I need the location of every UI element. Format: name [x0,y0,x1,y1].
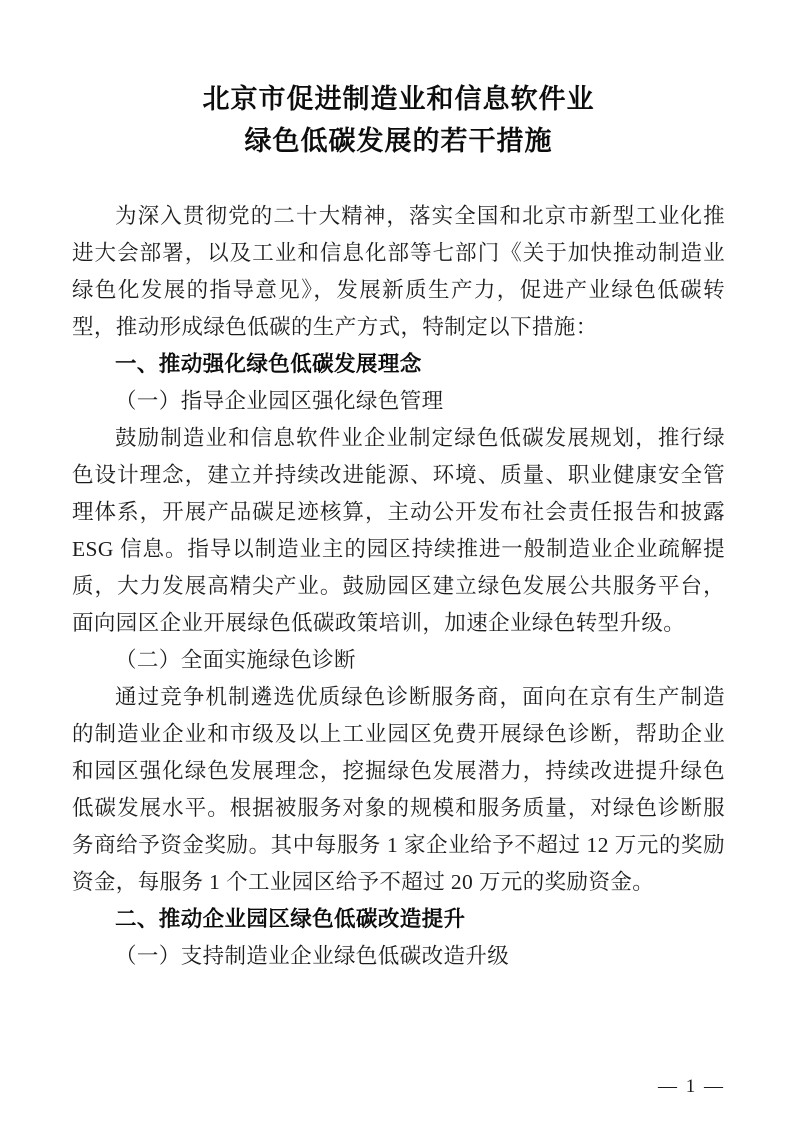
paragraph-intro: 为深入贯彻党的二十大精神，落实全国和北京市新型工业化推进大会部署，以及工业和信息化部等七部门《关于加快推动制造业绿色化发展的指导意见》，发展新质生产力，促进产业绿色低碳转型，推动形成绿色低碳的生产方式，特制定以下措施： [72,204,725,339]
paragraph-1-2: 通过竞争机制遴选优质绿色诊断服务商，面向在京有生产制造的制造业企业和市级及以上工业园区免费开展绿色诊断，帮助企业和园区强化绿色发展理念，挖掘绿色发展潜力，持续改进提升绿色低碳发展水平。根据被服务对象的规模和服务质量，对绿色诊断服务商给予资金奖励。其中每服务 1 家企业给予不超过 12 万元的奖励资金，每服务 1 个工业园区给予不超过 20 万元的奖励资金。 [72,685,725,894]
section-heading-1: 一、推动强化绿色低碳发展理念 [115,352,422,376]
page-title [72,78,725,162]
page-title-line-2: 绿色低碳发展的若干措施 [244,126,553,156]
paragraph-1-1: 鼓励制造业和信息软件业企业制定绿色低碳发展规划，推行绿色设计理念，建立并持续改进能源、环境、质量、职业健康安全管理体系，开展产品碳足迹核算，主动公开发布社会责任报告和披露 ESG 信息。指导以制造业主的园区持续推进一般制造业企业疏解提质，大力发展高精尖产业。鼓励园区建立绿色发展公共服务平台，面向园区企业开展绿色低碳政策培训，加速企业绿色转型升级。 [72,426,725,635]
document-body [72,198,725,975]
subsection-heading-2-1: （一）支持制造业企业绿色低碳改造升级 [115,944,510,968]
subsection-heading-1-2: （二）全面实施绿色诊断 [115,648,356,672]
page-number: — 1 — [658,1076,725,1097]
page-title-line-1: 北京市促进制造业和信息软件业 [202,84,595,114]
subsection-heading-1-1: （一）指导企业园区强化绿色管理 [115,389,444,413]
section-heading-2: 二、推动企业园区绿色低碳改造提升 [115,907,466,931]
